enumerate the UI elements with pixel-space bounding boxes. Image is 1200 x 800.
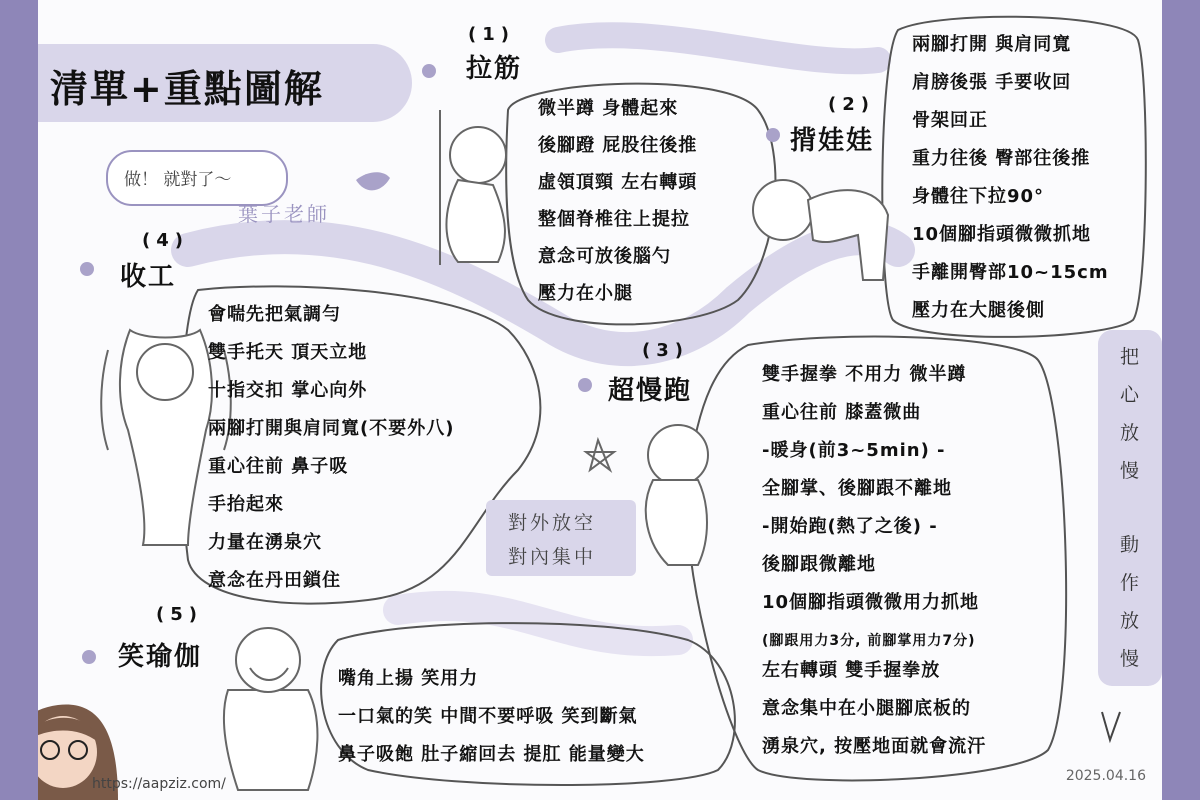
section-3-line: 左右轉頭 雙手握拳放 [762, 660, 941, 681]
section-5-lines [338, 664, 645, 778]
section-4-line: 意念在丹田鎖住 [208, 570, 341, 591]
section-2-line: 骨架回正 [912, 110, 988, 131]
section-2-line: 手離開臀部10~15cm [912, 262, 1109, 283]
section-2-dot [766, 128, 780, 142]
footer-date: 2025.04.16 [1065, 768, 1146, 784]
section-4-line: 重心往前 鼻子吸 [208, 456, 349, 477]
signature-logo [1102, 712, 1120, 740]
section-3-line: -開始跑(熱了之後) - [762, 516, 938, 537]
section-3-line: 後腳跟微離地 [762, 554, 876, 575]
section-2-line: 肩膀後張 手要收回 [912, 72, 1072, 93]
infographic-page [38, 0, 1162, 800]
section-3-line: 湧泉穴, 按壓地面就會流汗 [762, 736, 987, 757]
section-3-lines [762, 360, 986, 770]
side-char: 放 [1120, 422, 1140, 444]
section-5-line: 嘴角上揚 笑用力 [338, 668, 479, 689]
side-char: 作 [1120, 572, 1140, 594]
footer-url: https://aapziz.com/ [92, 776, 226, 792]
section-1-number: (1) [468, 24, 515, 45]
section-5-line: 一口氣的笑 中間不要呼吸 笑到斷氣 [338, 706, 638, 727]
section-2-line: 重力往後 臀部往後推 [912, 148, 1091, 169]
side-char: 心 [1120, 384, 1140, 406]
speech-text: 做！ 就對了～ [124, 170, 232, 190]
section-4-line: 力量在湧泉穴 [208, 532, 322, 553]
focus-box [486, 500, 636, 576]
side-motto-box [1098, 330, 1162, 686]
section-3-line: (腳跟用力3分, 前腳掌用力7分) [762, 633, 976, 649]
section-1-line: 整個脊椎往上提拉 [538, 209, 690, 230]
section-4-heading: 收工 [120, 262, 177, 292]
side-char: 慢 [1120, 648, 1140, 670]
section-4-dot [80, 262, 94, 276]
section-5-dot [82, 650, 96, 664]
section-4-line: 十指交扣 掌心向外 [208, 380, 368, 401]
section-5-heading: 笑瑜伽 [118, 642, 203, 672]
section-3-line: 重心往前 膝蓋微曲 [762, 402, 922, 423]
section-1-line: 意念可放後腦勺 [538, 246, 671, 267]
page-title: 清單+重點圖解 [50, 67, 324, 111]
section-2-line: 壓力在大腿後側 [912, 300, 1045, 321]
section-3-heading: 超慢跑 [608, 376, 693, 406]
section-3-number: (3) [642, 340, 689, 361]
section-1-lines [538, 94, 697, 316]
side-char: 把 [1120, 346, 1140, 368]
swoosh-band-top [558, 35, 878, 61]
page-title-banner [38, 44, 412, 122]
section-1-line: 微半蹲 身體起來 [538, 98, 679, 119]
section-4-line: 會喘先把氣調勻 [208, 304, 341, 325]
side-char: 動 [1120, 534, 1140, 556]
star-icon [586, 440, 614, 470]
section-3-dot [578, 378, 592, 392]
section-3-line: 意念集中在小腿腳底板的 [762, 698, 971, 719]
side-char: 慢 [1120, 460, 1140, 482]
section-1-line: 壓力在小腿 [538, 283, 633, 304]
section-1-heading: 拉筋 [466, 54, 523, 84]
section-2-heading: 揹娃娃 [790, 126, 875, 156]
section-1-line: 後腳蹬 屁股往後推 [538, 135, 698, 156]
section-2-line: 10個腳指頭微微抓地 [912, 224, 1092, 245]
section-4-line: 兩腳打開與肩同寬(不要外八) [208, 418, 455, 439]
section-5-number: (5) [156, 604, 203, 625]
section-1-dot [422, 64, 436, 78]
focus-line: 對外放空 [508, 512, 597, 534]
focus-line: 對內集中 [508, 546, 597, 568]
section-2-line: 兩腳打開 與肩同寬 [912, 34, 1072, 55]
figure-stretch-icon [440, 110, 506, 265]
section-1-line: 虛領頂頸 左右轉頭 [538, 172, 698, 193]
section-5-line: 鼻子吸飽 肚子縮回去 提肛 能量變大 [338, 744, 645, 765]
side-char: 放 [1120, 610, 1140, 632]
section-4-lines [208, 300, 454, 604]
teacher-name: 葉子老師 [238, 202, 330, 226]
section-3-line: 全腳掌、後腳跟不離地 [762, 478, 952, 499]
section-2-line: 身體往下拉90° [912, 186, 1045, 207]
section-4-number: (4) [142, 230, 189, 251]
section-3-line: 雙手握拳 不用力 微半蹲 [762, 364, 967, 385]
figure-laughyoga-icon [224, 628, 318, 790]
section-4-line: 雙手托天 頂天立地 [208, 342, 368, 363]
section-3-line: -暖身(前3~5min) - [762, 440, 946, 461]
section-2-number: (2) [828, 94, 875, 115]
section-3-line: 10個腳指頭微微用力抓地 [762, 592, 980, 613]
leaf-icon [356, 172, 390, 190]
section-4-line: 手抬起來 [208, 494, 284, 515]
section-2-lines [912, 30, 1109, 334]
